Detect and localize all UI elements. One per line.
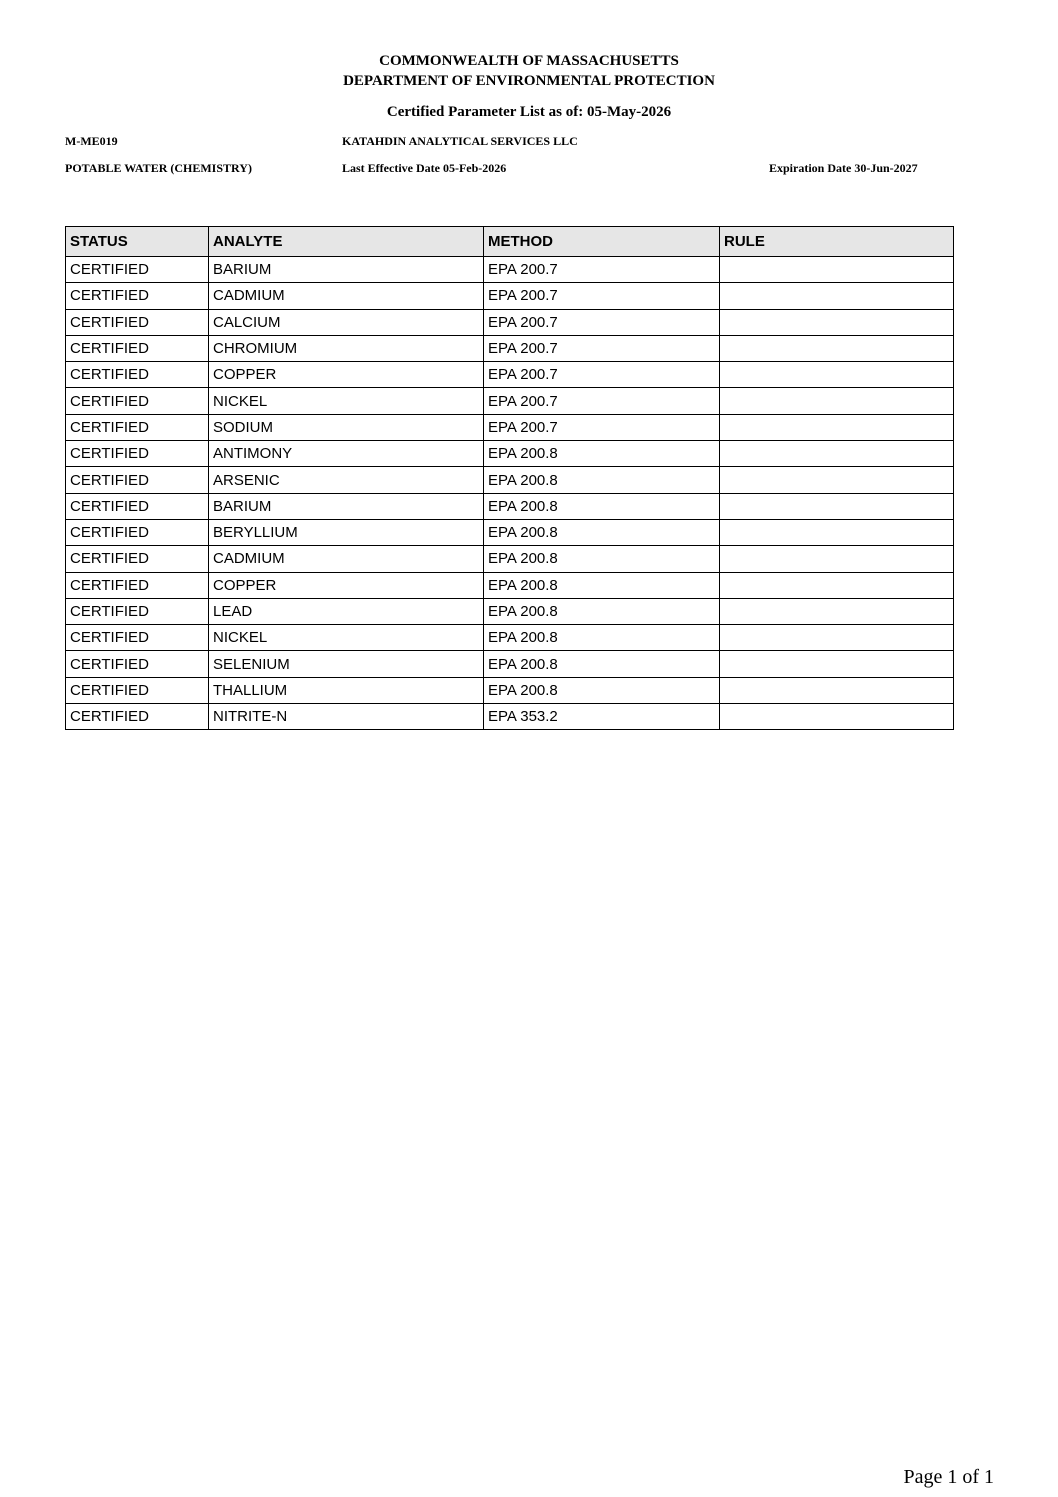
status-cell: CERTIFIED [66, 309, 209, 335]
status-cell: CERTIFIED [66, 283, 209, 309]
table-row [66, 704, 954, 730]
rule-cell [720, 677, 954, 703]
table-row [66, 572, 954, 598]
status-cell: CERTIFIED [66, 704, 209, 730]
table-row [66, 467, 954, 493]
method-cell: EPA 200.7 [484, 362, 720, 388]
analyte-cell: CALCIUM [209, 309, 484, 335]
status-cell: CERTIFIED [66, 362, 209, 388]
method-cell: EPA 200.8 [484, 625, 720, 651]
analyte-cell: NICKEL [209, 625, 484, 651]
analyte-cell: LEAD [209, 598, 484, 624]
table-row [66, 414, 954, 440]
rule-cell [720, 309, 954, 335]
table-row [66, 546, 954, 572]
rule-cell [720, 625, 954, 651]
rule-cell [720, 257, 954, 283]
method-cell: EPA 200.7 [484, 414, 720, 440]
rule-cell [720, 546, 954, 572]
rule-cell [720, 388, 954, 414]
column-header-rule: RULE [720, 227, 954, 257]
table-row [66, 519, 954, 545]
status-cell: CERTIFIED [66, 598, 209, 624]
certified-list-title: Certified Parameter List as of: 05-May-2026 [386, 104, 672, 120]
method-cell: EPA 200.7 [484, 388, 720, 414]
rule-cell [720, 493, 954, 519]
status-cell: CERTIFIED [66, 677, 209, 703]
table-row [66, 257, 954, 283]
analyte-cell: THALLIUM [209, 677, 484, 703]
analyte-cell: NICKEL [209, 388, 484, 414]
method-cell: EPA 200.8 [484, 572, 720, 598]
analyte-cell: CADMIUM [209, 283, 484, 309]
method-cell: EPA 200.7 [484, 283, 720, 309]
rule-cell [720, 283, 954, 309]
analyte-cell: BARIUM [209, 493, 484, 519]
table-row [66, 625, 954, 651]
analyte-cell: NITRITE-N [209, 704, 484, 730]
table-row [66, 677, 954, 703]
table-row [66, 441, 954, 467]
status-cell: CERTIFIED [66, 572, 209, 598]
method-cell: EPA 200.8 [484, 519, 720, 545]
method-cell: EPA 200.7 [484, 335, 720, 361]
rule-cell [720, 598, 954, 624]
rule-cell [720, 335, 954, 361]
status-cell: CERTIFIED [66, 467, 209, 493]
table-row [66, 283, 954, 309]
method-cell: EPA 200.8 [484, 598, 720, 624]
column-header-method: METHOD [484, 227, 720, 257]
lab-name: KATAHDIN ANALYTICAL SERVICES LLC [342, 134, 578, 148]
rule-cell [720, 362, 954, 388]
method-cell: EPA 200.8 [484, 441, 720, 467]
analyte-cell: SODIUM [209, 414, 484, 440]
method-cell: EPA 200.8 [484, 651, 720, 677]
lab-id: M-ME019 [65, 134, 118, 148]
rule-cell [720, 519, 954, 545]
analyte-cell: ANTIMONY [209, 441, 484, 467]
table-row [66, 335, 954, 361]
status-cell: CERTIFIED [66, 546, 209, 572]
method-cell: EPA 200.8 [484, 467, 720, 493]
table-row [66, 309, 954, 335]
column-header-analyte: ANALYTE [209, 227, 484, 257]
table-header-row [66, 227, 954, 257]
analyte-cell: ARSENIC [209, 467, 484, 493]
column-header-status: STATUS [66, 227, 209, 257]
table-row [66, 493, 954, 519]
method-cell: EPA 200.8 [484, 546, 720, 572]
header-department: DEPARTMENT OF ENVIRONMENTAL PROTECTION [343, 73, 715, 89]
status-cell: CERTIFIED [66, 651, 209, 677]
page-number: Page 1 of 1 [903, 1466, 994, 1488]
analyte-cell: SELENIUM [209, 651, 484, 677]
status-cell: CERTIFIED [66, 388, 209, 414]
method-cell: EPA 353.2 [484, 704, 720, 730]
rule-cell [720, 441, 954, 467]
expiration-date: Expiration Date 30-Jun-2027 [769, 161, 918, 175]
parameter-table [65, 226, 954, 730]
status-cell: CERTIFIED [66, 441, 209, 467]
analyte-cell: COPPER [209, 362, 484, 388]
table-row [66, 362, 954, 388]
matrix-label: POTABLE WATER (CHEMISTRY) [65, 161, 252, 175]
rule-cell [720, 414, 954, 440]
analyte-cell: BERYLLIUM [209, 519, 484, 545]
table-body [66, 257, 954, 730]
analyte-cell: CADMIUM [209, 546, 484, 572]
status-cell: CERTIFIED [66, 414, 209, 440]
analyte-cell: CHROMIUM [209, 335, 484, 361]
status-cell: CERTIFIED [66, 493, 209, 519]
analyte-cell: COPPER [209, 572, 484, 598]
method-cell: EPA 200.8 [484, 677, 720, 703]
table-row [66, 651, 954, 677]
status-cell: CERTIFIED [66, 335, 209, 361]
rule-cell [720, 651, 954, 677]
table-row [66, 598, 954, 624]
status-cell: CERTIFIED [66, 625, 209, 651]
analyte-cell: BARIUM [209, 257, 484, 283]
method-cell: EPA 200.7 [484, 257, 720, 283]
status-cell: CERTIFIED [66, 519, 209, 545]
method-cell: EPA 200.7 [484, 309, 720, 335]
rule-cell [720, 572, 954, 598]
table-row [66, 388, 954, 414]
rule-cell [720, 467, 954, 493]
header-commonwealth: COMMONWEALTH OF MASSACHUSETTS [379, 53, 679, 69]
method-cell: EPA 200.8 [484, 493, 720, 519]
last-effective-date: Last Effective Date 05-Feb-2026 [342, 161, 507, 175]
rule-cell [720, 704, 954, 730]
status-cell: CERTIFIED [66, 257, 209, 283]
